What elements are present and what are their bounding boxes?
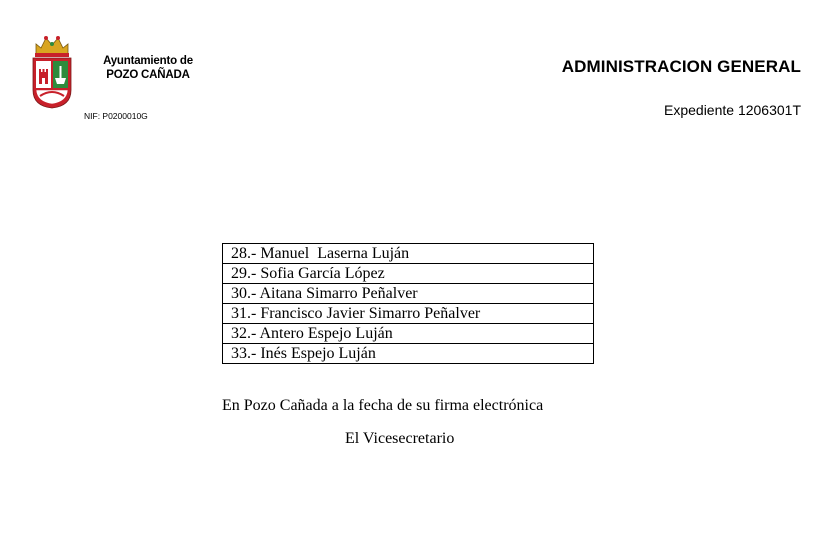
table-row (223, 324, 594, 344)
department-title: ADMINISTRACION GENERAL (561, 57, 801, 76)
table-row (223, 284, 594, 304)
table-cell: 28.- Manuel Laserna Luján (223, 244, 594, 264)
table-row (223, 344, 594, 364)
table-row (223, 304, 594, 324)
table-cell: 33.- Inés Espejo Luján (223, 344, 594, 364)
table-cell: 29.- Sofia García López (223, 264, 594, 284)
table-cell: 32.- Antero Espejo Luján (223, 324, 594, 344)
table-cell: 31.- Francisco Javier Simarro Peñalver (223, 304, 594, 324)
organization-name-line1: Ayuntamiento de (103, 55, 193, 67)
table-cell: 30.- Aitana Simarro Peñalver (223, 284, 594, 304)
closing-statement: En Pozo Cañada a la fecha de su firma electrónica (222, 397, 544, 414)
organization-name (94, 54, 202, 82)
table-row (223, 244, 594, 264)
names-table (222, 243, 594, 364)
table-row (223, 264, 594, 284)
nif-label: NIF: P0200010G (84, 111, 148, 121)
organization-name-line2: POZO CAÑADA (106, 69, 190, 81)
expediente-number: Expediente 1206301T (664, 102, 801, 118)
coat-of-arms-icon (30, 32, 74, 110)
signer-title: El Vicesecretario (345, 430, 455, 447)
